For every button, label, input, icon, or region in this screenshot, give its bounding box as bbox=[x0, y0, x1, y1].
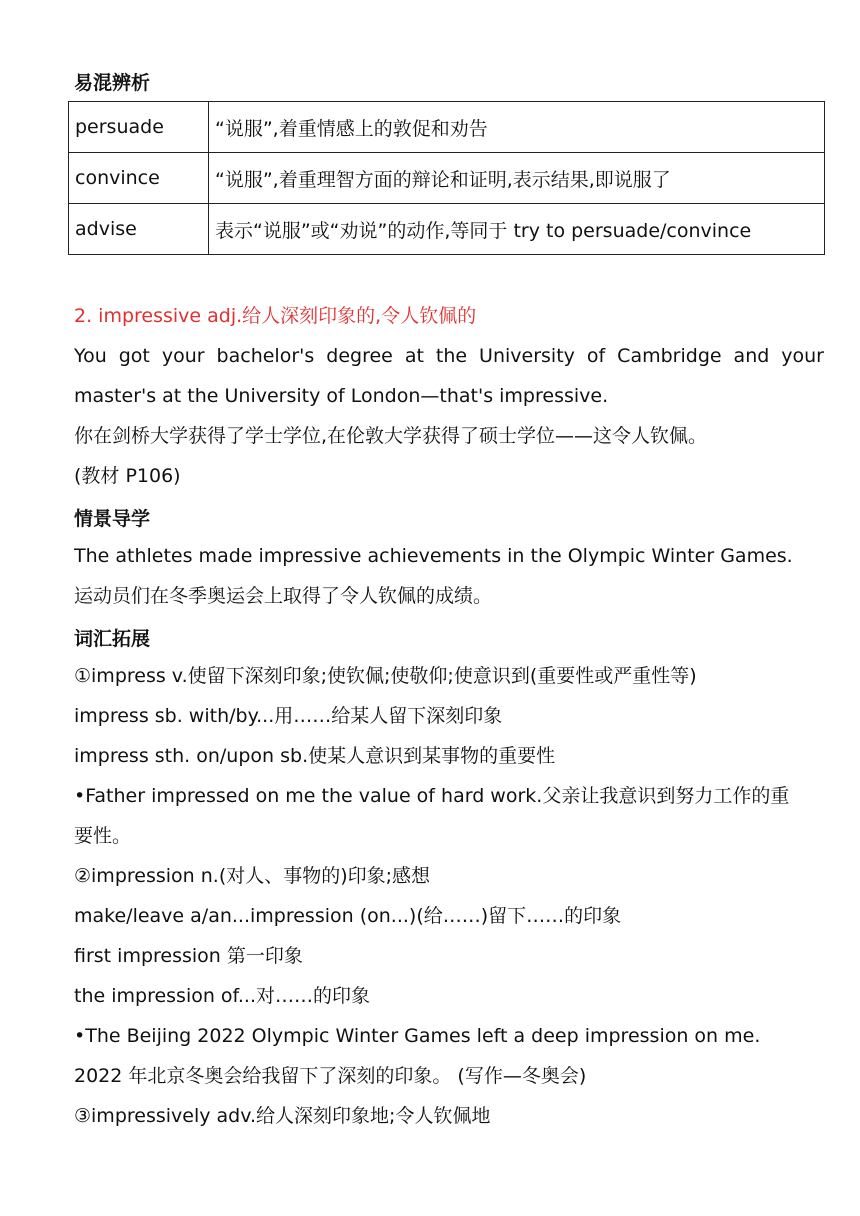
table-cell-meaning: “说服”,着重理智方面的辩论和证明,表示结果,即说服了 bbox=[209, 153, 825, 204]
vocab-line: the impression of...对……的印象 bbox=[74, 985, 370, 1007]
vocab-line: impress sth. on/upon sb.使某人意识到某事物的重要性 bbox=[74, 745, 556, 767]
example-sentence-line-1: You got your bachelor's degree at the University of Cambridge and your bbox=[74, 345, 824, 367]
confusion-heading: 易混辨析 bbox=[74, 72, 151, 94]
table-row bbox=[69, 153, 825, 204]
vocab-line: impress sb. with/by...用……给某人留下深刻印象 bbox=[74, 705, 503, 727]
table-cell-word: persuade bbox=[69, 102, 209, 153]
comparison-table bbox=[68, 101, 825, 255]
example-sentence-line-2: master's at the University of London—that's impressive. bbox=[74, 385, 609, 407]
scenario-translation: 运动员们在冬季奥运会上取得了令人钦佩的成绩。 bbox=[74, 585, 493, 607]
vocab-line: ③impressively adv.给人深刻印象地;令人钦佩地 bbox=[74, 1105, 491, 1127]
vocab-example: •Father impressed on me the value of hard work.父亲让我意识到努力工作的重 bbox=[74, 785, 790, 807]
vocab-line: make/leave a/an...impression (on...)(给……)留下……的印象 bbox=[74, 905, 622, 927]
table-cell-meaning: 表示“说服”或“劝说”的动作,等同于 try to persuade/convince bbox=[209, 204, 825, 255]
vocab-line: ①impress v.使留下深刻印象;使钦佩;使敬仰;使意识到(重要性或严重性等) bbox=[74, 665, 697, 687]
table-cell-word: convince bbox=[69, 153, 209, 204]
table-cell-meaning: “说服”,着重情感上的敦促和劝告 bbox=[209, 102, 825, 153]
table-row bbox=[69, 204, 825, 255]
table-row bbox=[69, 102, 825, 153]
vocab-example: •The Beijing 2022 Olympic Winter Games left a deep impression on me. bbox=[74, 1025, 761, 1047]
vocab-example-continued: 要性。 bbox=[74, 825, 132, 847]
vocab-line: first impression 第一印象 bbox=[74, 945, 303, 967]
table-cell-word: advise bbox=[69, 204, 209, 255]
scenario-heading: 情景导学 bbox=[74, 508, 151, 530]
vocab-example-translation: 2022 年北京冬奥会给我留下了深刻的印象。 (写作—冬奥会) bbox=[74, 1065, 587, 1087]
scenario-sentence: The athletes made impressive achievements in the Olympic Winter Games. bbox=[74, 545, 793, 567]
source-reference: (教材 P106) bbox=[74, 465, 181, 487]
example-translation: 你在剑桥大学获得了学士学位,在伦敦大学获得了硕士学位——这令人钦佩。 bbox=[74, 425, 708, 447]
vocab-heading: 词汇拓展 bbox=[74, 628, 151, 650]
entry-title: 2. impressive adj.给人深刻印象的,令人钦佩的 bbox=[74, 305, 477, 327]
vocab-line: ②impression n.(对人、事物的)印象;感想 bbox=[74, 865, 431, 887]
